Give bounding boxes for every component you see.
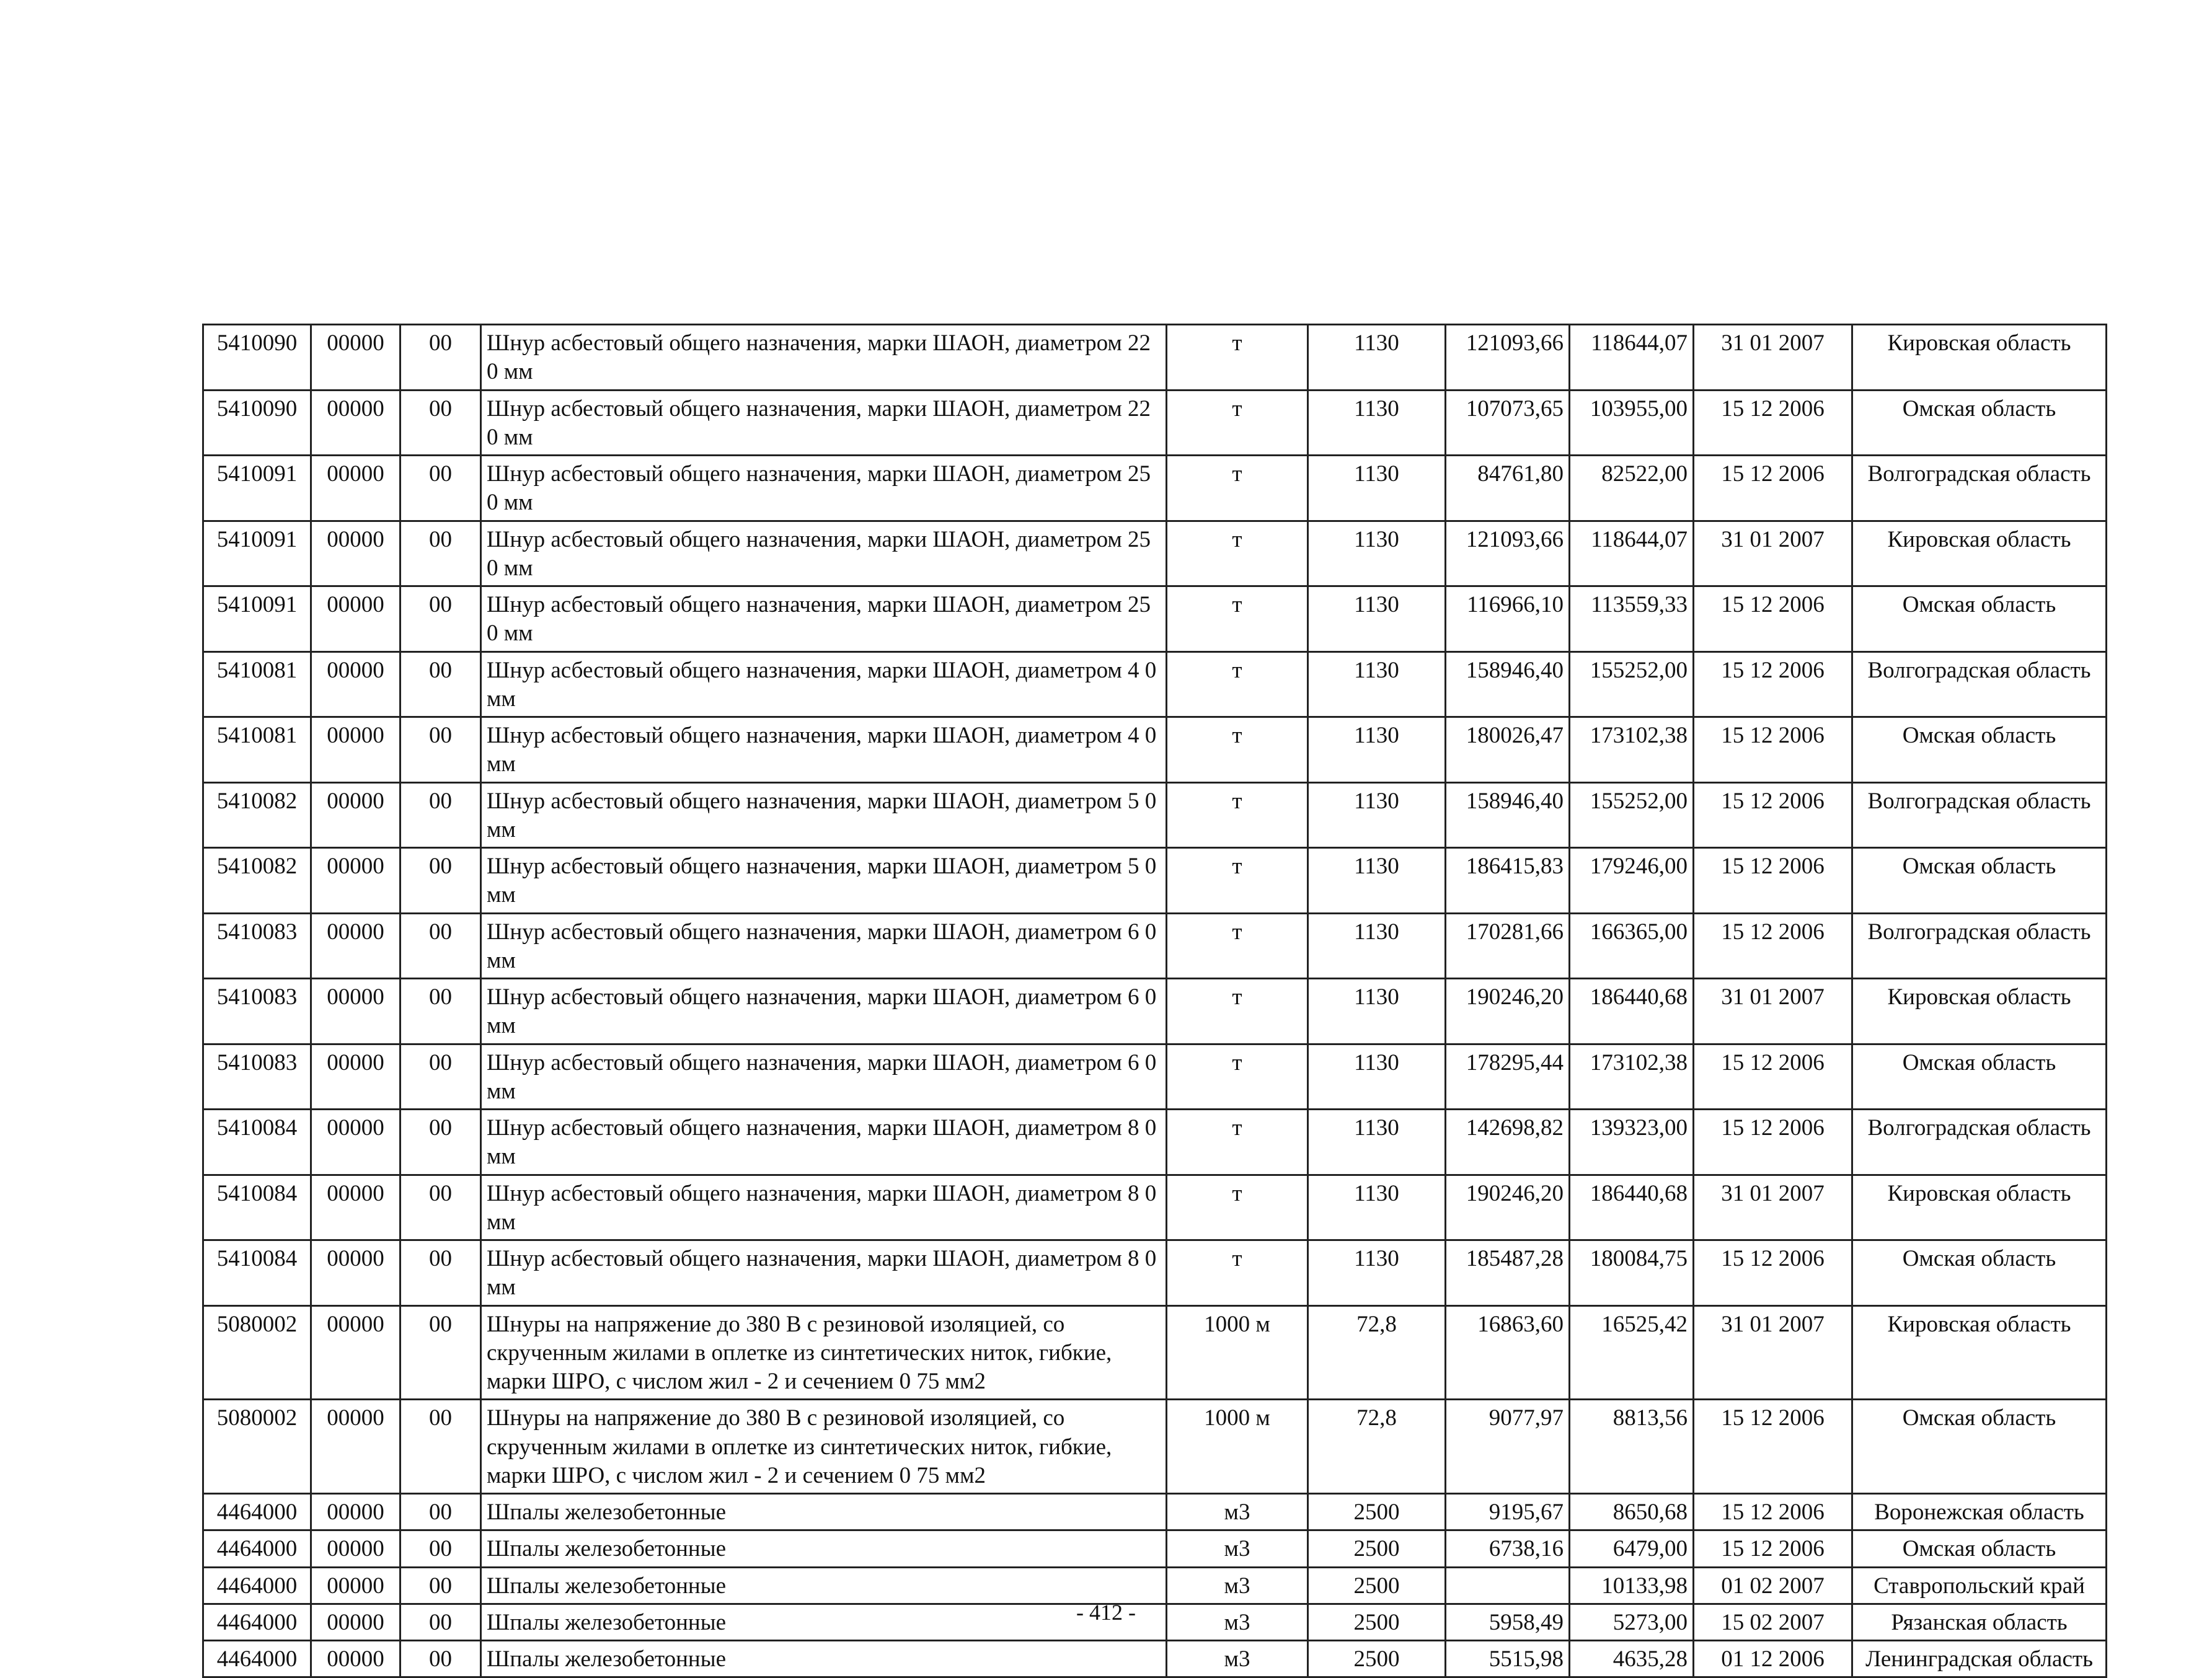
- row-name: Шнур асбестовый общего назначения, марки ШАОН, диаметром 5 0 мм: [481, 848, 1167, 914]
- row-subcode: 00000: [311, 325, 400, 391]
- row-unit: т: [1167, 1175, 1308, 1240]
- row-price-2: 8650,68: [1570, 1494, 1694, 1530]
- row-unit: т: [1167, 390, 1308, 456]
- table-row: [203, 1530, 2107, 1567]
- row-date: 01 12 2006: [1694, 1641, 1852, 1677]
- row-price-2: 5273,00: [1570, 1604, 1694, 1640]
- row-code: 4464000: [203, 1604, 311, 1640]
- row-suffix: 00: [400, 1110, 481, 1175]
- row-price-2: 8813,56: [1570, 1400, 1694, 1494]
- row-suffix: 00: [400, 456, 481, 521]
- table-row: [203, 979, 2107, 1044]
- row-suffix: 00: [400, 521, 481, 586]
- row-date: 15 12 2006: [1694, 717, 1852, 783]
- row-suffix: 00: [400, 390, 481, 456]
- row-price-2: 118644,07: [1570, 521, 1694, 586]
- row-suffix: 00: [400, 1530, 481, 1567]
- row-unit: м3: [1167, 1604, 1308, 1640]
- row-date: 31 01 2007: [1694, 1305, 1852, 1400]
- row-price-2: 155252,00: [1570, 782, 1694, 848]
- row-date: 15 12 2006: [1694, 848, 1852, 914]
- row-price-1: 9195,67: [1446, 1494, 1570, 1530]
- row-region: Кировская область: [1852, 1305, 2107, 1400]
- row-subcode: 00000: [311, 782, 400, 848]
- row-region: Кировская область: [1852, 325, 2107, 391]
- row-suffix: 00: [400, 1240, 481, 1306]
- row-coefficient: 1130: [1308, 586, 1446, 652]
- row-price-2: 179246,00: [1570, 848, 1694, 914]
- row-name: Шнур асбестовый общего назначения, марки ШАОН, диаметром 8 0 мм: [481, 1110, 1167, 1175]
- row-region: Рязанская область: [1852, 1604, 2107, 1640]
- row-region: Омская область: [1852, 717, 2107, 783]
- row-subcode: 00000: [311, 1641, 400, 1677]
- row-date: 15 12 2006: [1694, 651, 1852, 717]
- row-code: 5410091: [203, 586, 311, 652]
- row-unit: т: [1167, 848, 1308, 914]
- table-row: [203, 325, 2107, 391]
- row-name: Шпалы железобетонные: [481, 1604, 1167, 1640]
- row-price-2: 4635,28: [1570, 1641, 1694, 1677]
- row-unit: т: [1167, 782, 1308, 848]
- row-code: 5410084: [203, 1110, 311, 1175]
- row-date: 31 01 2007: [1694, 521, 1852, 586]
- row-subcode: 00000: [311, 1530, 400, 1567]
- row-unit: м3: [1167, 1494, 1308, 1530]
- row-date: 15 12 2006: [1694, 390, 1852, 456]
- row-code: 5410091: [203, 456, 311, 521]
- row-unit: т: [1167, 1044, 1308, 1110]
- row-price-2: 6479,00: [1570, 1530, 1694, 1567]
- row-unit: м3: [1167, 1530, 1308, 1567]
- row-date: 15 12 2006: [1694, 1400, 1852, 1494]
- table-row: [203, 1175, 2107, 1240]
- row-subcode: 00000: [311, 1240, 400, 1306]
- row-price-1: [1446, 1567, 1570, 1604]
- row-date: 15 12 2006: [1694, 1494, 1852, 1530]
- table-row: [203, 1044, 2107, 1110]
- row-region: Воронежская область: [1852, 1494, 2107, 1530]
- table-body: [203, 325, 2107, 1677]
- row-suffix: 00: [400, 1604, 481, 1640]
- row-price-1: 158946,40: [1446, 782, 1570, 848]
- price-table: [202, 324, 2107, 1678]
- row-suffix: 00: [400, 717, 481, 783]
- row-region: Волгоградская область: [1852, 913, 2107, 979]
- table-row: [203, 1110, 2107, 1175]
- row-price-1: 121093,66: [1446, 325, 1570, 391]
- row-coefficient: 1130: [1308, 325, 1446, 391]
- row-name: Шпалы железобетонные: [481, 1494, 1167, 1530]
- table-row: [203, 1305, 2107, 1400]
- row-coefficient: 2500: [1308, 1641, 1446, 1677]
- row-date: 15 12 2006: [1694, 1110, 1852, 1175]
- row-date: 15 12 2006: [1694, 913, 1852, 979]
- row-name: Шнур асбестовый общего назначения, марки ШАОН, диаметром 4 0 мм: [481, 717, 1167, 783]
- row-region: Омская область: [1852, 1044, 2107, 1110]
- row-subcode: 00000: [311, 1567, 400, 1604]
- row-unit: 1000 м: [1167, 1400, 1308, 1494]
- row-region: Кировская область: [1852, 521, 2107, 586]
- table-row: [203, 456, 2107, 521]
- row-price-1: 84761,80: [1446, 456, 1570, 521]
- row-unit: т: [1167, 717, 1308, 783]
- row-name: Шнур асбестовый общего назначения, марки ШАОН, диаметром 6 0 мм: [481, 1044, 1167, 1110]
- row-price-1: 9077,97: [1446, 1400, 1570, 1494]
- row-suffix: 00: [400, 1567, 481, 1604]
- row-suffix: 00: [400, 1044, 481, 1110]
- row-date: 15 12 2006: [1694, 456, 1852, 521]
- table-row: [203, 521, 2107, 586]
- row-name: Шнуры на напряжение до 380 В с резиновой изоляцией, со скрученным жилами в оплетке из синтетических ниток, гибкие, марки ШРО, с числом жил - 2 и сечением 0 75 мм2: [481, 1305, 1167, 1400]
- row-price-2: 166365,00: [1570, 913, 1694, 979]
- row-name: Шнур асбестовый общего назначения, марки ШАОН, диаметром 25 0 мм: [481, 521, 1167, 586]
- row-price-1: 5515,98: [1446, 1641, 1570, 1677]
- row-coefficient: 1130: [1308, 1110, 1446, 1175]
- row-date: 31 01 2007: [1694, 979, 1852, 1044]
- row-code: 5410084: [203, 1175, 311, 1240]
- row-code: 5410083: [203, 1044, 311, 1110]
- row-suffix: 00: [400, 782, 481, 848]
- row-unit: т: [1167, 979, 1308, 1044]
- row-region: Омская область: [1852, 848, 2107, 914]
- row-name: Шпалы железобетонные: [481, 1530, 1167, 1567]
- row-suffix: 00: [400, 1494, 481, 1530]
- row-code: 5410084: [203, 1240, 311, 1306]
- row-coefficient: 1130: [1308, 456, 1446, 521]
- row-name: Шнур асбестовый общего назначения, марки ШАОН, диаметром 6 0 мм: [481, 979, 1167, 1044]
- row-suffix: 00: [400, 651, 481, 717]
- row-coefficient: 1130: [1308, 979, 1446, 1044]
- row-code: 5410090: [203, 325, 311, 391]
- row-region: Ленинградская область: [1852, 1641, 2107, 1677]
- row-unit: м3: [1167, 1641, 1308, 1677]
- row-subcode: 00000: [311, 717, 400, 783]
- row-coefficient: 1130: [1308, 521, 1446, 586]
- row-coefficient: 1130: [1308, 1044, 1446, 1110]
- table-row: [203, 1494, 2107, 1530]
- row-subcode: 00000: [311, 1175, 400, 1240]
- row-unit: т: [1167, 586, 1308, 652]
- row-date: 15 12 2006: [1694, 1044, 1852, 1110]
- row-price-2: 10133,98: [1570, 1567, 1694, 1604]
- row-name: Шнур асбестовый общего назначения, марки ШАОН, диаметром 8 0 мм: [481, 1240, 1167, 1306]
- row-code: 4464000: [203, 1567, 311, 1604]
- row-name: Шнур асбестовый общего назначения, марки ШАОН, диаметром 22 0 мм: [481, 325, 1167, 391]
- row-coefficient: 2500: [1308, 1604, 1446, 1640]
- row-subcode: 00000: [311, 1400, 400, 1494]
- row-unit: т: [1167, 521, 1308, 586]
- row-code: 5410082: [203, 782, 311, 848]
- row-coefficient: 2500: [1308, 1567, 1446, 1604]
- row-code: 4464000: [203, 1530, 311, 1567]
- table-row: [203, 848, 2107, 914]
- table-row: [203, 586, 2107, 652]
- row-price-1: 158946,40: [1446, 651, 1570, 717]
- row-subcode: 00000: [311, 651, 400, 717]
- row-suffix: 00: [400, 979, 481, 1044]
- table-row: [203, 717, 2107, 783]
- row-date: 31 01 2007: [1694, 1175, 1852, 1240]
- row-code: 5410083: [203, 913, 311, 979]
- row-region: Волгоградская область: [1852, 782, 2107, 848]
- row-code: 5410082: [203, 848, 311, 914]
- row-subcode: 00000: [311, 456, 400, 521]
- row-price-1: 186415,83: [1446, 848, 1570, 914]
- row-region: Волгоградская область: [1852, 456, 2107, 521]
- row-coefficient: 1130: [1308, 717, 1446, 783]
- row-region: Кировская область: [1852, 979, 2107, 1044]
- table-row: [203, 1240, 2107, 1306]
- row-unit: т: [1167, 913, 1308, 979]
- row-price-2: 186440,68: [1570, 1175, 1694, 1240]
- row-code: 5410090: [203, 390, 311, 456]
- row-suffix: 00: [400, 1400, 481, 1494]
- row-region: Омская область: [1852, 586, 2107, 652]
- row-coefficient: 72,8: [1308, 1400, 1446, 1494]
- row-suffix: 00: [400, 1641, 481, 1677]
- table-row: [203, 390, 2107, 456]
- row-price-1: 180026,47: [1446, 717, 1570, 783]
- row-region: Омская область: [1852, 390, 2107, 456]
- row-price-2: 113559,33: [1570, 586, 1694, 652]
- row-coefficient: 1130: [1308, 390, 1446, 456]
- row-code: 5080002: [203, 1305, 311, 1400]
- row-price-2: 180084,75: [1570, 1240, 1694, 1306]
- row-coefficient: 1130: [1308, 848, 1446, 914]
- row-unit: т: [1167, 1240, 1308, 1306]
- row-region: Омская область: [1852, 1240, 2107, 1306]
- row-price-2: 16525,42: [1570, 1305, 1694, 1400]
- table-row: [203, 1567, 2107, 1604]
- row-price-1: 5958,49: [1446, 1604, 1570, 1640]
- row-price-1: 178295,44: [1446, 1044, 1570, 1110]
- row-unit: т: [1167, 651, 1308, 717]
- row-date: 15 02 2007: [1694, 1604, 1852, 1640]
- row-region: Волгоградская область: [1852, 651, 2107, 717]
- row-region: Омская область: [1852, 1530, 2107, 1567]
- row-coefficient: 1130: [1308, 651, 1446, 717]
- row-coefficient: 1130: [1308, 1240, 1446, 1306]
- row-price-1: 6738,16: [1446, 1530, 1570, 1567]
- page-number: - 412 -: [1076, 1600, 1136, 1625]
- row-subcode: 00000: [311, 586, 400, 652]
- row-unit: т: [1167, 325, 1308, 391]
- row-coefficient: 2500: [1308, 1530, 1446, 1567]
- row-price-1: 116966,10: [1446, 586, 1570, 652]
- row-suffix: 00: [400, 325, 481, 391]
- row-name: Шнур асбестовый общего назначения, марки ШАОН, диаметром 5 0 мм: [481, 782, 1167, 848]
- row-price-1: 121093,66: [1446, 521, 1570, 586]
- row-name: Шнур асбестовый общего назначения, марки ШАОН, диаметром 25 0 мм: [481, 456, 1167, 521]
- row-code: 5410091: [203, 521, 311, 586]
- row-name: Шнур асбестовый общего назначения, марки ШАОН, диаметром 6 0 мм: [481, 913, 1167, 979]
- table-row: [203, 913, 2107, 979]
- table-row: [203, 782, 2107, 848]
- row-code: 4464000: [203, 1641, 311, 1677]
- row-date: 15 12 2006: [1694, 586, 1852, 652]
- row-price-2: 103955,00: [1570, 390, 1694, 456]
- row-subcode: 00000: [311, 979, 400, 1044]
- row-name: Шнур асбестовый общего назначения, марки ШАОН, диаметром 8 0 мм: [481, 1175, 1167, 1240]
- row-date: 01 02 2007: [1694, 1567, 1852, 1604]
- row-suffix: 00: [400, 1305, 481, 1400]
- row-unit: м3: [1167, 1567, 1308, 1604]
- row-coefficient: 2500: [1308, 1494, 1446, 1530]
- row-name: Шнур асбестовый общего назначения, марки ШАОН, диаметром 25 0 мм: [481, 586, 1167, 652]
- table-row: [203, 1400, 2107, 1494]
- row-subcode: 00000: [311, 1305, 400, 1400]
- row-date: 15 12 2006: [1694, 1240, 1852, 1306]
- row-price-2: 118644,07: [1570, 325, 1694, 391]
- row-region: Кировская область: [1852, 1175, 2107, 1240]
- row-subcode: 00000: [311, 1110, 400, 1175]
- row-name: Шпалы железобетонные: [481, 1567, 1167, 1604]
- row-subcode: 00000: [311, 521, 400, 586]
- row-suffix: 00: [400, 1175, 481, 1240]
- row-price-1: 107073,65: [1446, 390, 1570, 456]
- row-price-1: 142698,82: [1446, 1110, 1570, 1175]
- row-unit: т: [1167, 1110, 1308, 1175]
- row-price-2: 186440,68: [1570, 979, 1694, 1044]
- row-subcode: 00000: [311, 1044, 400, 1110]
- row-subcode: 00000: [311, 390, 400, 456]
- row-region: Ставропольский край: [1852, 1567, 2107, 1604]
- table-row: [203, 651, 2107, 717]
- row-price-1: 16863,60: [1446, 1305, 1570, 1400]
- row-region: Омская область: [1852, 1400, 2107, 1494]
- row-suffix: 00: [400, 586, 481, 652]
- table-row: [203, 1641, 2107, 1677]
- row-code: 4464000: [203, 1494, 311, 1530]
- row-name: Шнур асбестовый общего назначения, марки ШАОН, диаметром 4 0 мм: [481, 651, 1167, 717]
- row-price-2: 173102,38: [1570, 1044, 1694, 1110]
- row-price-2: 139323,00: [1570, 1110, 1694, 1175]
- row-price-2: 173102,38: [1570, 717, 1694, 783]
- row-code: 5410083: [203, 979, 311, 1044]
- row-subcode: 00000: [311, 913, 400, 979]
- row-suffix: 00: [400, 848, 481, 914]
- row-price-1: 185487,28: [1446, 1240, 1570, 1306]
- row-subcode: 00000: [311, 848, 400, 914]
- row-region: Волгоградская область: [1852, 1110, 2107, 1175]
- row-date: 31 01 2007: [1694, 325, 1852, 391]
- row-subcode: 00000: [311, 1604, 400, 1640]
- row-date: 15 12 2006: [1694, 1530, 1852, 1567]
- row-subcode: 00000: [311, 1494, 400, 1530]
- row-price-2: 155252,00: [1570, 651, 1694, 717]
- row-coefficient: 1130: [1308, 913, 1446, 979]
- row-unit: 1000 м: [1167, 1305, 1308, 1400]
- row-name: Шнуры на напряжение до 380 В с резиновой изоляцией, со скрученным жилами в оплетке из синтетических ниток, гибкие, марки ШРО, с числом жил - 2 и сечением 0 75 мм2: [481, 1400, 1167, 1494]
- row-code: 5410081: [203, 717, 311, 783]
- row-coefficient: 1130: [1308, 782, 1446, 848]
- row-unit: т: [1167, 456, 1308, 521]
- row-coefficient: 1130: [1308, 1175, 1446, 1240]
- row-price-1: 190246,20: [1446, 1175, 1570, 1240]
- row-name: Шнур асбестовый общего назначения, марки ШАОН, диаметром 22 0 мм: [481, 390, 1167, 456]
- row-price-1: 170281,66: [1446, 913, 1570, 979]
- row-code: 5410081: [203, 651, 311, 717]
- row-code: 5080002: [203, 1400, 311, 1494]
- row-coefficient: 72,8: [1308, 1305, 1446, 1400]
- row-suffix: 00: [400, 913, 481, 979]
- row-price-1: 190246,20: [1446, 979, 1570, 1044]
- row-date: 15 12 2006: [1694, 782, 1852, 848]
- row-price-2: 82522,00: [1570, 456, 1694, 521]
- row-name: Шпалы железобетонные: [481, 1641, 1167, 1677]
